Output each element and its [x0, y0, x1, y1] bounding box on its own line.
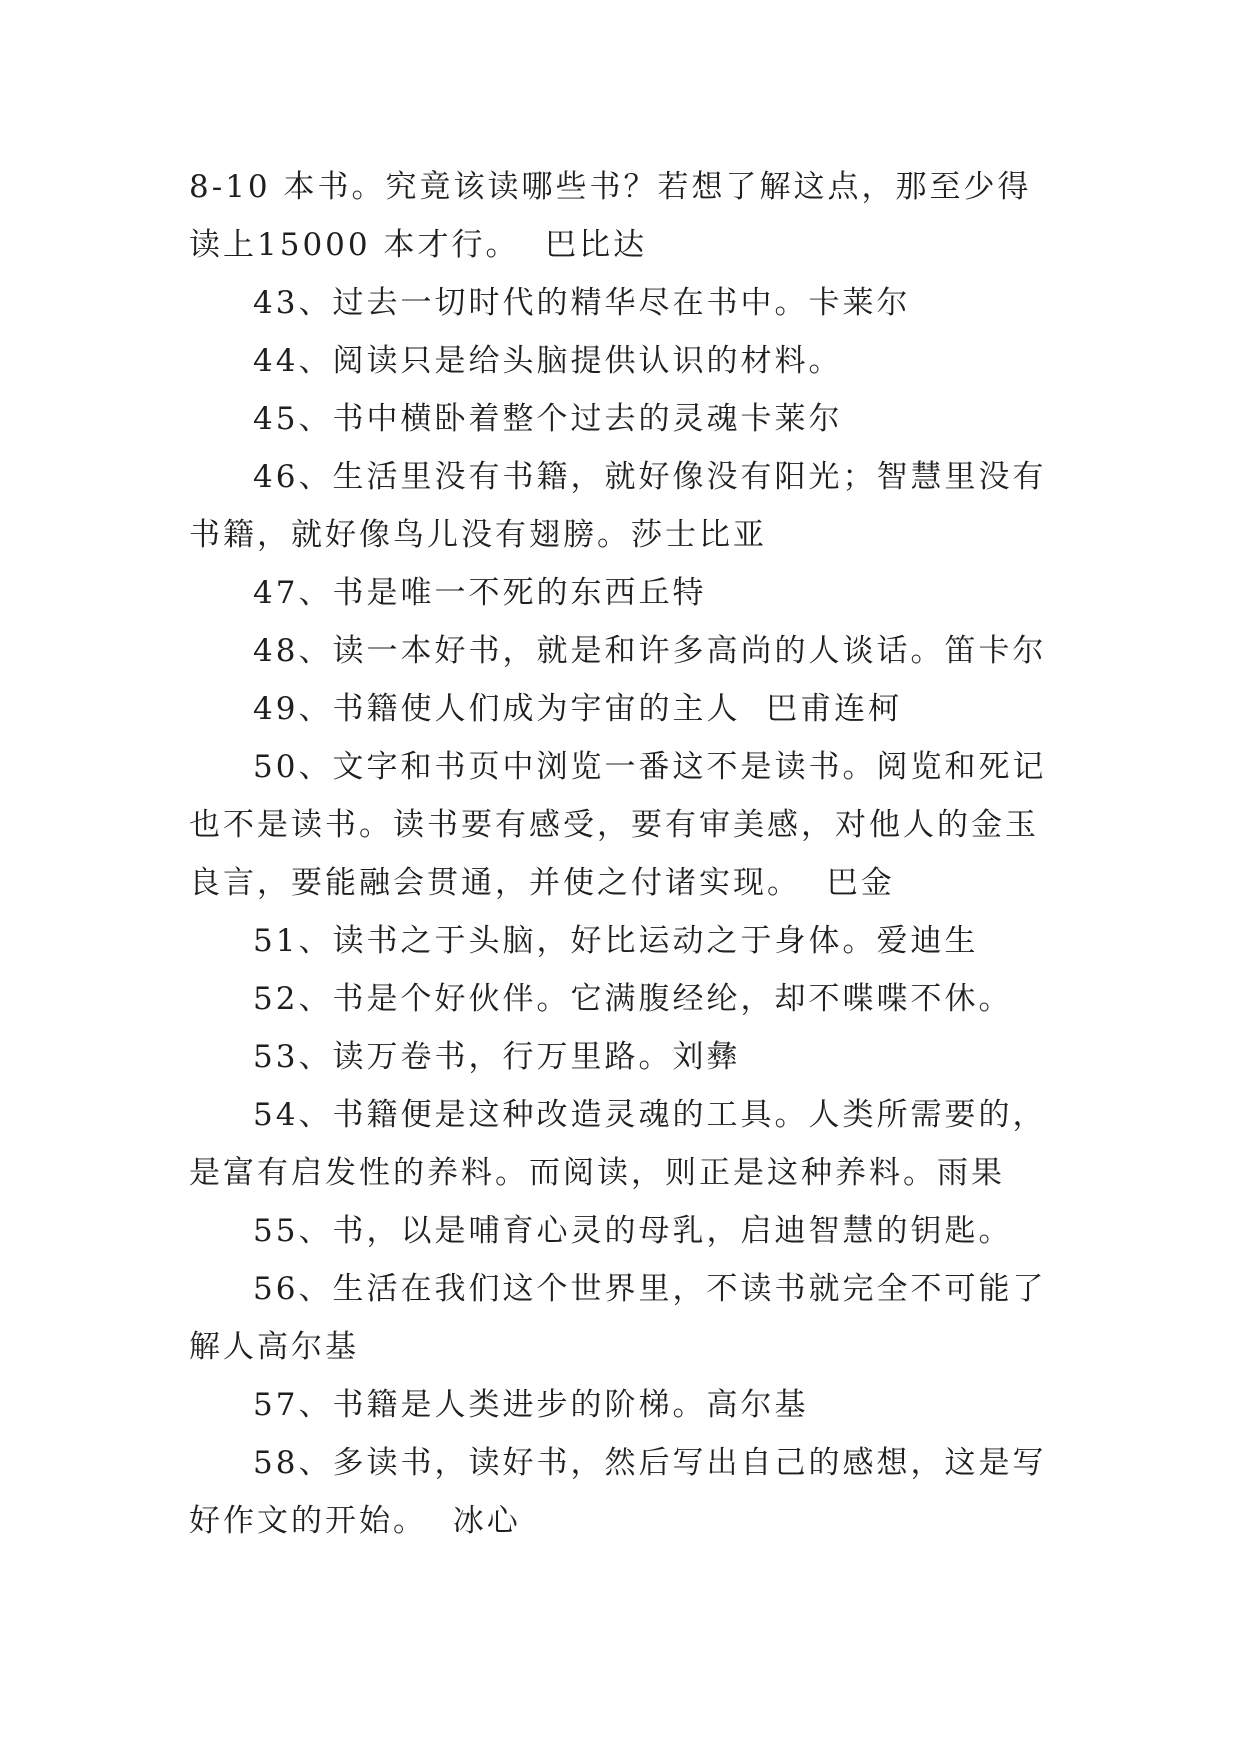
paragraph-continuation: 8-10 本书。究竟该读哪些书？若想了解这点，那至少得读上15000 本才行。 巴比达 [189, 169, 1032, 263]
quote-50: 50、文字和书页中浏览一番这不是读书。阅览和死记也不是读书。读书要有感受，要有审美感，对他人的金玉良言，要能融会贯通，并使之付诸实现。 巴金 [189, 749, 1047, 901]
quote-52: 52、书是个好伙伴。它满腹经纶，却不喋喋不休。 [253, 981, 1013, 1017]
quote-55: 55、书，以是哺育心灵的母乳，启迪智慧的钥匙。 [253, 1213, 1013, 1249]
quote-44: 44、阅读只是给头脑提供认识的材料。 [253, 343, 843, 379]
quote-49: 49、书籍使人们成为宇宙的主人 巴甫连柯 [253, 691, 903, 727]
quote-53: 53、读万卷书，行万里路。刘彝 [253, 1039, 741, 1075]
quote-43: 43、过去一切时代的精华尽在书中。卡莱尔 [253, 285, 911, 321]
quote-46: 46、生活里没有书籍，就好像没有阳光；智慧里没有书籍，就好像鸟儿没有翅膀。莎士比亚 [189, 459, 1047, 553]
quote-51: 51、读书之于头脑，好比运动之于身体。爱迪生 [253, 923, 979, 959]
quote-58: 58、多读书，读好书，然后写出自己的感想，这是写好作文的开始。 冰心 [189, 1445, 1047, 1539]
quote-47: 47、书是唯一不死的东西丘特 [253, 575, 707, 611]
quote-56: 56、生活在我们这个世界里，不读书就完全不可能了解人高尔基 [189, 1271, 1047, 1365]
quote-57: 57、书籍是人类进步的阶梯。高尔基 [253, 1387, 809, 1423]
document-body [189, 158, 1059, 1550]
quote-54: 54、书籍便是这种改造灵魂的工具。人类所需要的，是富有启发性的养料。而阅读，则正是这种养料。雨果 [189, 1097, 1047, 1191]
quote-48: 48、读一本好书，就是和许多高尚的人谈话。笛卡尔 [253, 633, 1047, 669]
quote-45: 45、书中横卧着整个过去的灵魂卡莱尔 [253, 401, 843, 437]
